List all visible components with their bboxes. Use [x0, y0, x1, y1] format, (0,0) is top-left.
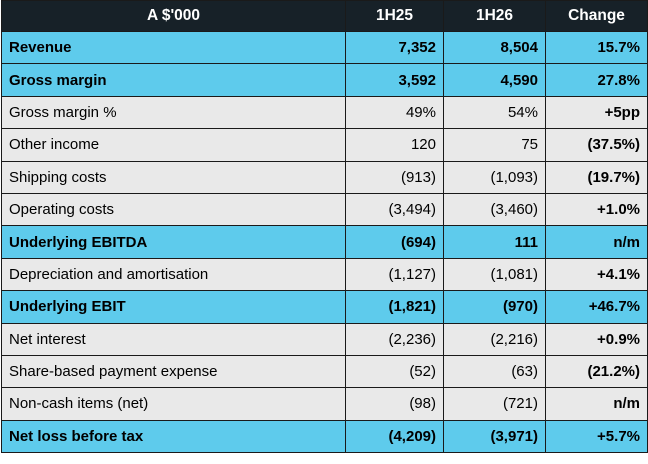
value-1h25: 7,352 [346, 32, 444, 64]
table-row [2, 291, 648, 323]
table-row [2, 64, 648, 96]
value-1h26: (63) [444, 355, 546, 387]
header-currency-unit: A $'000 [2, 1, 346, 32]
value-1h26: (721) [444, 388, 546, 420]
value-change: +0.9% [546, 323, 648, 355]
table-row [2, 420, 648, 452]
value-1h25: (4,209) [346, 420, 444, 452]
table-row [2, 193, 648, 225]
value-1h26: (2,216) [444, 323, 546, 355]
value-1h26: 75 [444, 129, 546, 161]
header-row [2, 1, 648, 32]
value-1h25: (1,821) [346, 291, 444, 323]
value-change: +5pp [546, 96, 648, 128]
value-1h26: (1,081) [444, 258, 546, 290]
row-label: Other income [2, 129, 346, 161]
row-label: Net loss before tax [2, 420, 346, 452]
row-label: Gross margin % [2, 96, 346, 128]
value-1h26: 4,590 [444, 64, 546, 96]
value-1h25: 49% [346, 96, 444, 128]
value-1h25: 3,592 [346, 64, 444, 96]
value-1h25: (52) [346, 355, 444, 387]
value-1h26: 8,504 [444, 32, 546, 64]
table-row [2, 161, 648, 193]
value-1h25: (98) [346, 388, 444, 420]
value-change: (21.2%) [546, 355, 648, 387]
row-label: Gross margin [2, 64, 346, 96]
value-1h25: (694) [346, 226, 444, 258]
table-row [2, 258, 648, 290]
row-label: Non-cash items (net) [2, 388, 346, 420]
table-row [2, 355, 648, 387]
row-label: Net interest [2, 323, 346, 355]
value-change: n/m [546, 226, 648, 258]
value-1h26: (1,093) [444, 161, 546, 193]
value-change: +4.1% [546, 258, 648, 290]
value-change: (19.7%) [546, 161, 648, 193]
value-1h26: 111 [444, 226, 546, 258]
financial-summary-table [1, 0, 648, 453]
header-change: Change [546, 1, 648, 32]
table-row [2, 323, 648, 355]
value-change: n/m [546, 388, 648, 420]
value-change: 27.8% [546, 64, 648, 96]
value-1h26: (970) [444, 291, 546, 323]
value-1h26: (3,971) [444, 420, 546, 452]
value-change: (37.5%) [546, 129, 648, 161]
value-1h25: (1,127) [346, 258, 444, 290]
value-change: 15.7% [546, 32, 648, 64]
row-label: Underlying EBITDA [2, 226, 346, 258]
table-body [2, 32, 648, 453]
table-row [2, 96, 648, 128]
table-header [2, 1, 648, 32]
row-label: Share-based payment expense [2, 355, 346, 387]
row-label: Revenue [2, 32, 346, 64]
table-row [2, 226, 648, 258]
value-1h26: (3,460) [444, 193, 546, 225]
row-label: Underlying EBIT [2, 291, 346, 323]
value-1h26: 54% [444, 96, 546, 128]
row-label: Shipping costs [2, 161, 346, 193]
header-1h26: 1H26 [444, 1, 546, 32]
row-label: Depreciation and amortisation [2, 258, 346, 290]
table-row [2, 129, 648, 161]
value-1h25: (913) [346, 161, 444, 193]
table-row [2, 32, 648, 64]
value-change: +46.7% [546, 291, 648, 323]
header-1h25: 1H25 [346, 1, 444, 32]
value-change: +1.0% [546, 193, 648, 225]
value-change: +5.7% [546, 420, 648, 452]
table-row [2, 388, 648, 420]
value-1h25: (2,236) [346, 323, 444, 355]
row-label: Operating costs [2, 193, 346, 225]
value-1h25: 120 [346, 129, 444, 161]
value-1h25: (3,494) [346, 193, 444, 225]
